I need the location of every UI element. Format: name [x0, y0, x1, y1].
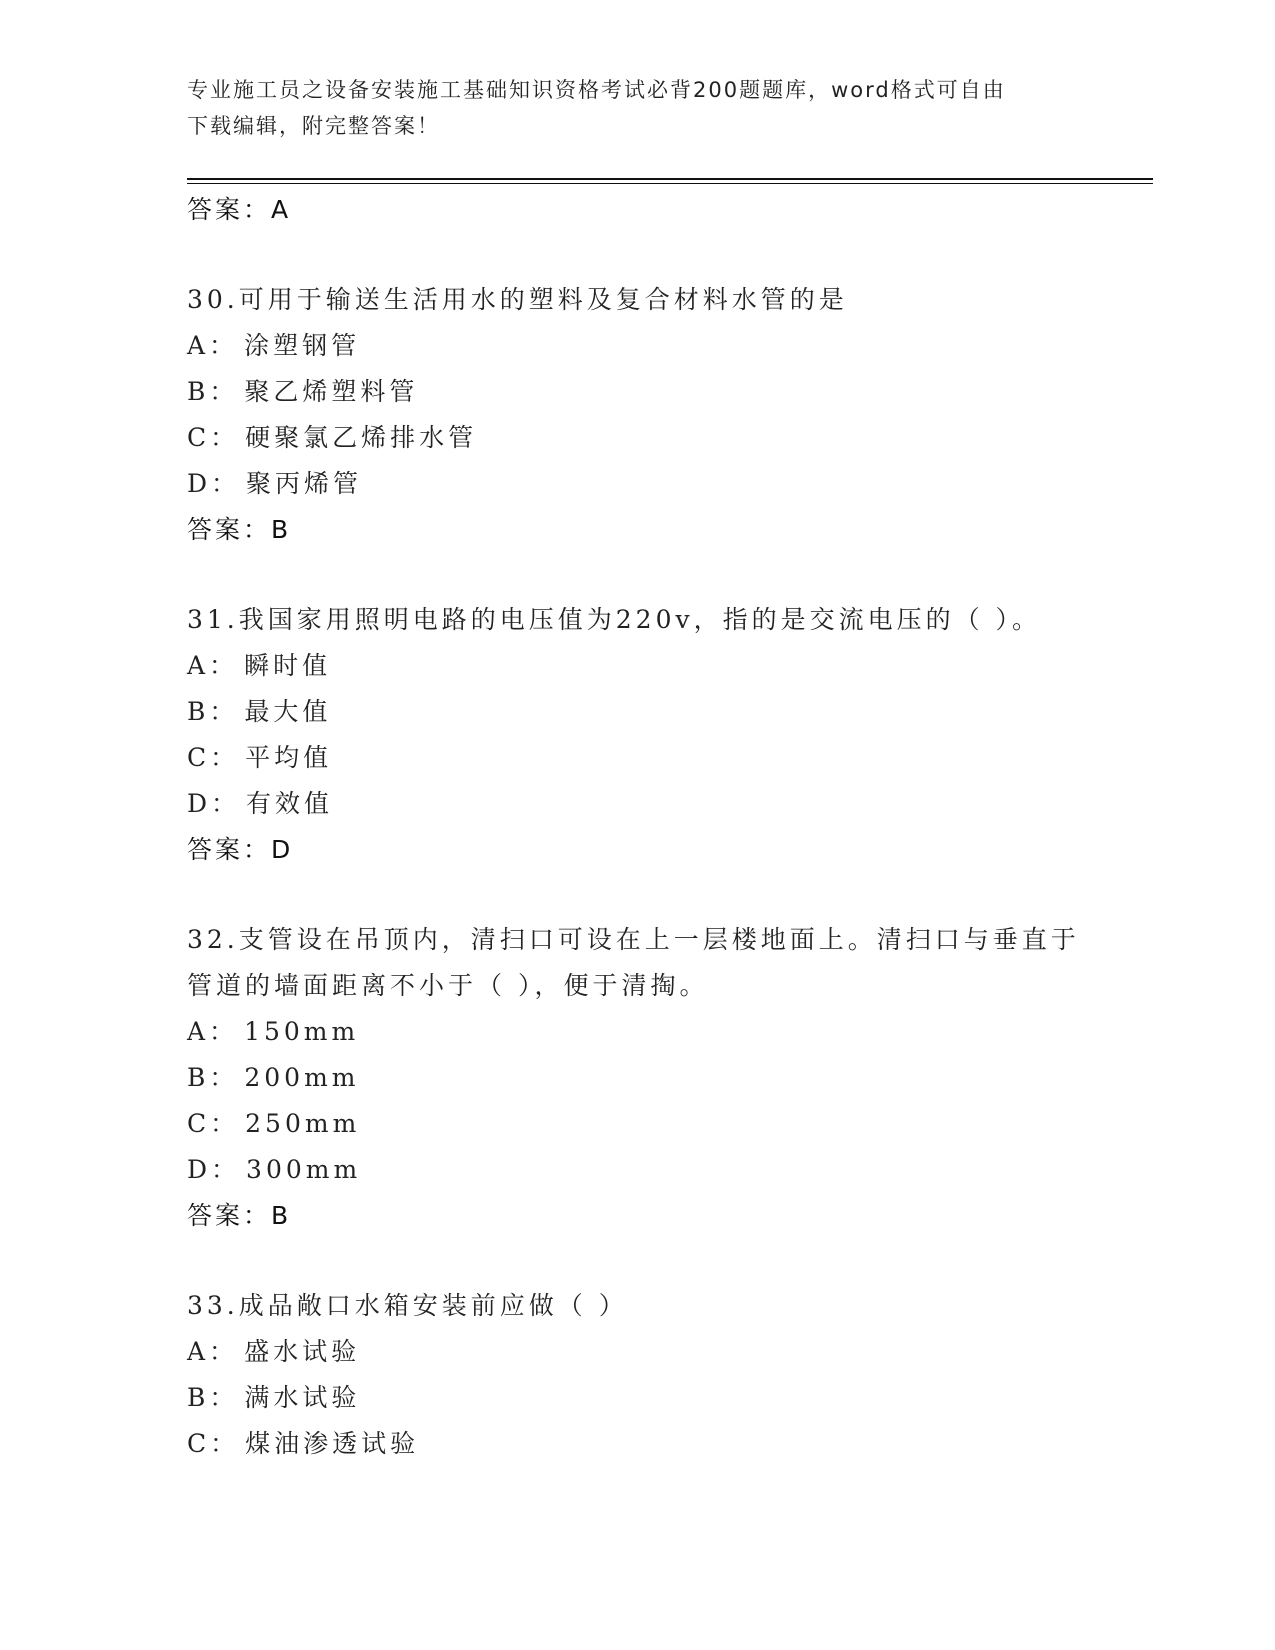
- question-block: [187, 277, 1087, 553]
- option-key: D：: [187, 1155, 241, 1184]
- option-b: [187, 689, 1087, 735]
- answer-line: 答案：B: [187, 1201, 292, 1230]
- spacer: [187, 873, 1087, 917]
- question-block: [187, 1283, 1087, 1467]
- option-value: 聚丙烯管: [246, 469, 363, 498]
- option-value: 煤油渗透试验: [245, 1429, 420, 1458]
- question-text: 32.支管设在吊顶内，清扫口可设在上一层楼地面上。清扫口与垂直于管道的墙面距离不小于（ ），便于清掏。: [187, 925, 1080, 1000]
- option-key: D：: [187, 469, 241, 498]
- header-line-2: 下载编辑，附完整答案！: [187, 114, 440, 138]
- option-key: A：: [187, 1337, 239, 1366]
- spacer: [187, 233, 1087, 277]
- option-key: C：: [187, 1429, 240, 1458]
- option-a: [187, 1009, 1087, 1055]
- option-key: B：: [187, 377, 239, 406]
- option-value: 300mm: [246, 1155, 362, 1184]
- option-key: A：: [187, 331, 239, 360]
- question-block: [187, 917, 1087, 1239]
- previous-answer: 答案：A: [187, 195, 292, 224]
- option-key: C：: [187, 423, 240, 452]
- option-value: 最大值: [244, 697, 332, 726]
- option-key: C：: [187, 1109, 240, 1138]
- option-b: [187, 369, 1087, 415]
- document-header: [187, 72, 1087, 144]
- option-c: [187, 415, 1087, 461]
- option-value: 有效值: [246, 789, 334, 818]
- option-value: 瞬时值: [244, 651, 332, 680]
- option-c: [187, 735, 1087, 781]
- option-key: B：: [187, 1063, 239, 1092]
- option-key: B：: [187, 697, 239, 726]
- option-a: [187, 643, 1087, 689]
- option-key: A：: [187, 651, 239, 680]
- answer-line: 答案：D: [187, 835, 294, 864]
- option-value: 250mm: [245, 1109, 361, 1138]
- option-value: 聚乙烯塑料管: [244, 377, 419, 406]
- option-value: 150mm: [244, 1017, 360, 1046]
- option-key: C：: [187, 743, 240, 772]
- option-value: 200mm: [244, 1063, 360, 1092]
- option-value: 涂塑钢管: [244, 331, 361, 360]
- question-text: 30.可用于输送生活用水的塑料及复合材料水管的是: [187, 285, 848, 314]
- spacer: [187, 553, 1087, 597]
- question-text: 33.成品敞口水箱安装前应做（ ）: [187, 1291, 628, 1320]
- spacer: [187, 1239, 1087, 1283]
- option-value: 平均值: [245, 743, 333, 772]
- question-block: [187, 597, 1087, 873]
- option-key: A：: [187, 1017, 239, 1046]
- option-a: [187, 323, 1087, 369]
- option-c: [187, 1101, 1087, 1147]
- option-d: [187, 461, 1087, 507]
- answer-line: 答案：B: [187, 515, 292, 544]
- header-divider-thin: [187, 183, 1153, 184]
- option-d: [187, 781, 1087, 827]
- option-b: [187, 1055, 1087, 1101]
- question-text: 31.我国家用照明电路的电压值为220v，指的是交流电压的（ ）。: [187, 605, 1042, 634]
- option-a: [187, 1329, 1087, 1375]
- option-key: D：: [187, 789, 241, 818]
- option-key: B：: [187, 1383, 239, 1412]
- option-b: [187, 1375, 1087, 1421]
- option-value: 硬聚氯乙烯排水管: [245, 423, 478, 452]
- option-c: [187, 1421, 1087, 1467]
- header-divider-thick: [187, 178, 1153, 180]
- option-value: 满水试验: [244, 1383, 361, 1412]
- question-list: [187, 187, 1087, 1467]
- option-value: 盛水试验: [244, 1337, 361, 1366]
- header-line-1: 专业施工员之设备安装施工基础知识资格考试必背200题题库，word格式可自由: [187, 78, 1006, 102]
- option-d: [187, 1147, 1087, 1193]
